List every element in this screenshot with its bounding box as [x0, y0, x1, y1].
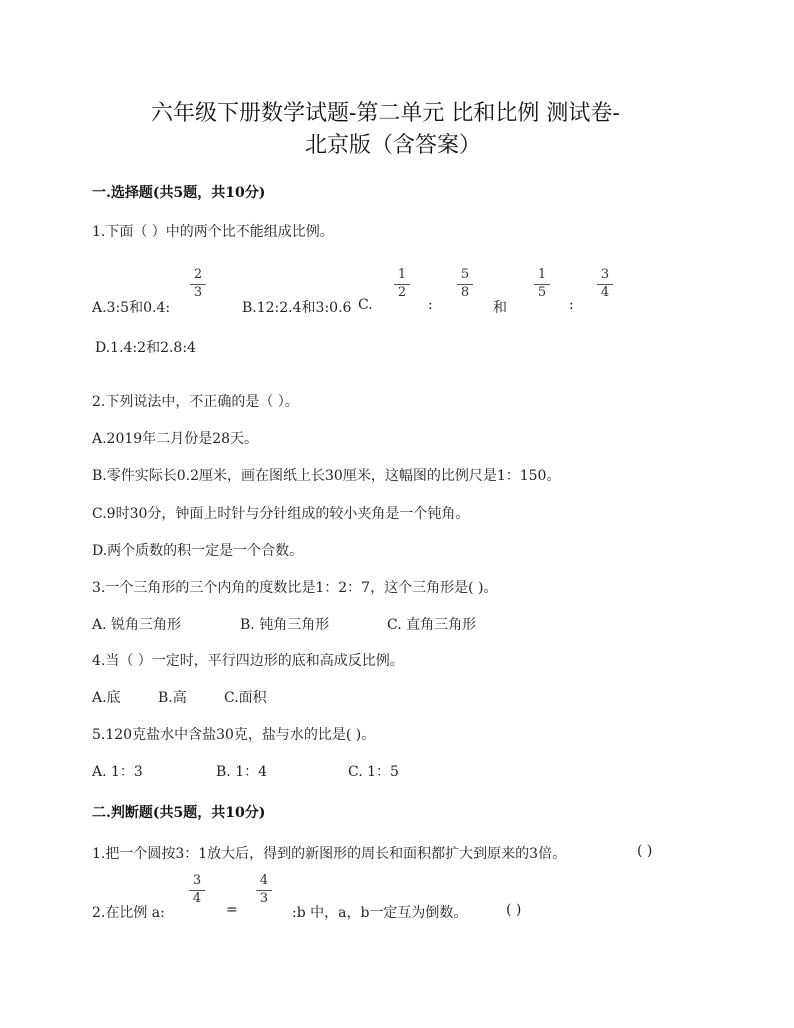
fraction-3-4 [597, 268, 613, 300]
s1-q1-option-c: C. [358, 297, 373, 313]
fraction-denominator: 3 [259, 891, 269, 906]
section2-heading: 二.判断题(共5题，共10分) [92, 805, 266, 821]
s2-q1-stem: 1.把一个圆按3：1放大后，得到的新图形的周长和面积都扩大到原来的3倍。 [92, 846, 567, 862]
s1-q3-option-a: A. 锐角三角形 [92, 617, 182, 633]
s1-q2-option-d: D.两个质数的积一定是一个合数。 [92, 543, 304, 559]
s1-q5-option-c: C. 1：5 [348, 764, 399, 780]
s1-q4-option-a: A.底 [92, 690, 121, 706]
s1-q3-option-b: B. 钝角三角形 [240, 617, 330, 633]
fraction-numerator: 3 [600, 267, 610, 282]
s1-q5-stem: 5.120克盐水中含盐30克，盐与水的比是( )。 [92, 727, 376, 743]
fraction-5-8 [457, 268, 473, 300]
s2-q2-answer-paren[interactable]: ( ) [506, 902, 522, 918]
s2-q1-answer-paren[interactable]: ( ) [637, 843, 653, 859]
fraction-denominator: 2 [397, 285, 407, 300]
section1-heading: 一.选择题(共5题，共10分) [92, 185, 266, 201]
fraction-3-4 [189, 874, 205, 906]
s1-q1-option-b: B.12:2.4和3:0.6 [242, 300, 352, 316]
fraction-numerator: 2 [193, 267, 203, 282]
s1-q2-option-c: C.9时30分，钟面上时针与分针组成的较小夹角是一个钝角。 [92, 506, 470, 522]
fraction-numerator: 5 [460, 267, 470, 282]
s1-q5-option-a: A. 1：3 [92, 764, 143, 780]
fraction-denominator: 8 [460, 285, 470, 300]
s1-q1-he: 和 [493, 300, 507, 316]
doc-title-line1: 六年级下册数学试题-第二单元 比和比例 测试卷- [151, 101, 620, 126]
fraction-2-3 [190, 268, 206, 300]
fraction-numerator: 1 [537, 267, 547, 282]
fraction-4-3 [256, 874, 272, 906]
s1-q1-option-d: D.1.4:2和2.8:4 [95, 340, 196, 356]
fraction-1-5 [534, 268, 550, 300]
s1-q4-option-c: C.面积 [224, 690, 267, 706]
s1-q1-stem: 1.下面（ ）中的两个比不能组成比例。 [92, 224, 334, 240]
s1-q2-option-b: B.零件实际长0.2厘米，画在图纸上长30厘米，这幅图的比例尺是1：150。 [92, 468, 561, 484]
s1-q5-option-b: B. 1：4 [216, 764, 268, 780]
s1-q4-option-b: B.高 [158, 690, 187, 706]
s1-q2-stem: 2.下列说法中，不正确的是（ ）。 [92, 394, 299, 410]
s1-q4-stem: 4.当（ ）一定时，平行四边形的底和高成反比例。 [92, 653, 404, 669]
s1-q1-option-a: A.3:5和0.4: [92, 300, 171, 316]
s1-q1-colon-2: : [569, 297, 574, 313]
s1-q3-stem: 3.一个三角形的三个内角的度数比是1：2：7，这个三角形是( )。 [92, 580, 498, 596]
fraction-numerator: 1 [397, 267, 407, 282]
s2-q2-equals: = [226, 902, 238, 918]
fraction-denominator: 5 [537, 285, 547, 300]
fraction-numerator: 4 [259, 873, 269, 888]
s1-q1-colon-1: : [428, 297, 433, 313]
fraction-denominator: 3 [193, 285, 203, 300]
fraction-1-2 [394, 268, 410, 300]
fraction-denominator: 4 [600, 285, 610, 300]
s1-q3-option-c: C. 直角三角形 [387, 617, 477, 633]
doc-title-line2: 北京版（含答案） [305, 133, 482, 158]
s2-q2-post: :b 中，a，b一定互为倒数。 [292, 905, 468, 921]
fraction-numerator: 3 [192, 873, 202, 888]
s1-q2-option-a: A.2019年二月份是28天。 [92, 431, 259, 447]
s2-q2-pre: 2.在比例 a: [92, 905, 165, 921]
fraction-denominator: 4 [192, 891, 202, 906]
